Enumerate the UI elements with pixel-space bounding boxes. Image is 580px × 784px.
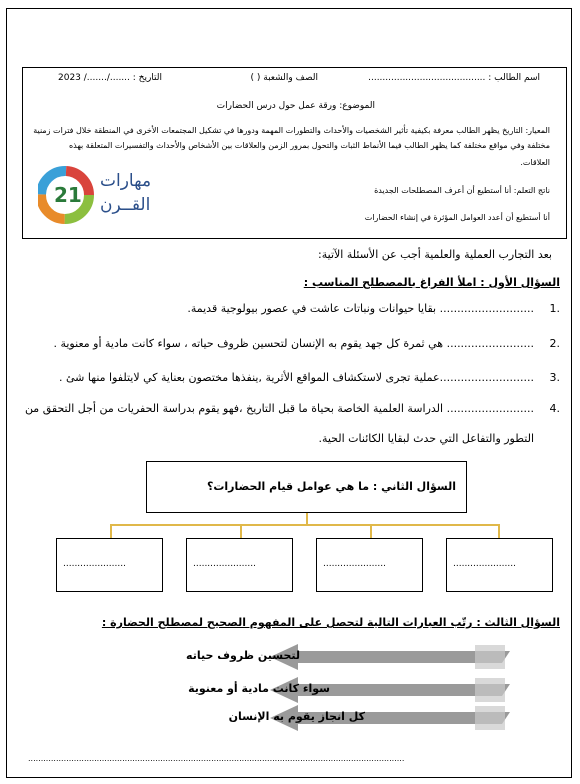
class-label: الصف والشعبة ( ) bbox=[250, 73, 318, 83]
answer-blank-1: ...................... bbox=[63, 559, 126, 569]
intro-text: بعد التجارب العملية والعلمية أجب عن الأسئلة الآتية: bbox=[318, 248, 552, 261]
q1-item-3: ...........................عملية تجرى لاستكشاف المواقع الأثرية ,ينفذها مختصون بعناية كي لايتلفوا منها شئ . bbox=[59, 371, 534, 384]
criterion-line-2: مختلفة وفي مواقع مختلفة كما يظهر الطالب فيما الأنماط الثبات والتحول بمرور الزمن والعلاقات بين الأشخاص والأحداث والتفسيرات المتعلقة بهذه bbox=[68, 141, 550, 150]
answer-box-3[interactable] bbox=[316, 538, 423, 592]
logo-number: 21 bbox=[54, 183, 82, 207]
q1-item-1: ........................... بقايا حيوانات ونباتات عاشت في عصور بيولوجية قديمة. bbox=[187, 302, 534, 315]
student-name-label: اسم الطالب : ......................................... bbox=[368, 73, 540, 83]
logo-text-bottom: القــرن bbox=[100, 195, 151, 215]
answer-box-2[interactable] bbox=[186, 538, 293, 592]
subject-label: الموضوع: ورقة عمل حول درس الحضارات bbox=[216, 101, 375, 111]
left-arrow-icon bbox=[270, 642, 510, 672]
criterion-line-1: المعيار: التاريخ يظهر الطالب معرفة بكيفية تأثير الشخصيات والأحداث والتطورات المهمة ودورها في تشكيل المجتمعات الأخرى في المنطقة خلال فترات زمنية bbox=[33, 126, 550, 135]
arrow-2-label: سواء كانت مادية أو معنوية bbox=[188, 682, 330, 695]
q1-item-4: ......................... الدراسة العلمية الخاصة بحياة ما قبل التاريخ ،فهو يقوم بدراسة الحفريات من أجل التحقق من bbox=[24, 402, 534, 415]
skills-21-logo bbox=[38, 165, 158, 225]
tree-branch-line bbox=[110, 524, 500, 526]
arrow-3-label: كل انجاز يقوم به الإنسان bbox=[228, 710, 365, 723]
answer-box-4[interactable] bbox=[446, 538, 553, 592]
logo-text-top: مهارات bbox=[100, 171, 152, 191]
answer-blank-2: ...................... bbox=[193, 559, 256, 569]
q1-item-2: ......................... هي ثمرة كل جهد يقوم به الإنسان لتحسين ظروف حياته ، سواء كانت مادية أو معنوية . bbox=[53, 337, 534, 350]
answer-blank-3: ...................... bbox=[323, 559, 386, 569]
arrow-1 bbox=[270, 642, 510, 676]
answer-blank-4: ...................... bbox=[453, 559, 516, 569]
tree-drop-3 bbox=[370, 524, 372, 538]
q1-item-3-num: .3 bbox=[549, 371, 560, 384]
tree-drop-1 bbox=[110, 524, 112, 538]
outcome-2: أنا أستطيع أن أعدد العوامل المؤثرة في إنشاء الحضارات bbox=[364, 213, 550, 222]
footer-dots: .................................................................................................................................................... bbox=[28, 754, 405, 763]
outcome-1: ناتج التعلم: أنا أستطيع أن أعرف المصطلحات الجديدة bbox=[374, 186, 550, 195]
q1-item-4-continued: التطور والتفاعل التي حدث لبقايا الكائنات الحية. bbox=[318, 432, 534, 445]
q3-title: السؤال الثالث : رتّب العبارات التالية لتحصل على المفهوم الصحيح لمصطلح الحضارة : bbox=[101, 616, 560, 629]
q1-title: السؤال الأول : املأ الفراغ بالمصطلح المناسب : bbox=[303, 276, 560, 289]
q2-title: السؤال الثاني : ما هي عوامل قيام الحضارات؟ bbox=[206, 480, 456, 493]
tree-drop-2 bbox=[240, 524, 242, 538]
arrow-1-label: لتحسين ظروف حياته bbox=[186, 649, 300, 662]
answer-box-1[interactable] bbox=[56, 538, 163, 592]
date-label: التاريخ : ......./......./ 2023 bbox=[58, 73, 162, 83]
q1-item-2-num: .2 bbox=[549, 337, 560, 350]
q1-item-1-num: .1 bbox=[549, 302, 560, 315]
criterion-line-3: العلاقات. bbox=[520, 158, 550, 167]
tree-drop-4 bbox=[498, 524, 500, 538]
q1-item-4-num: .4 bbox=[549, 402, 560, 415]
